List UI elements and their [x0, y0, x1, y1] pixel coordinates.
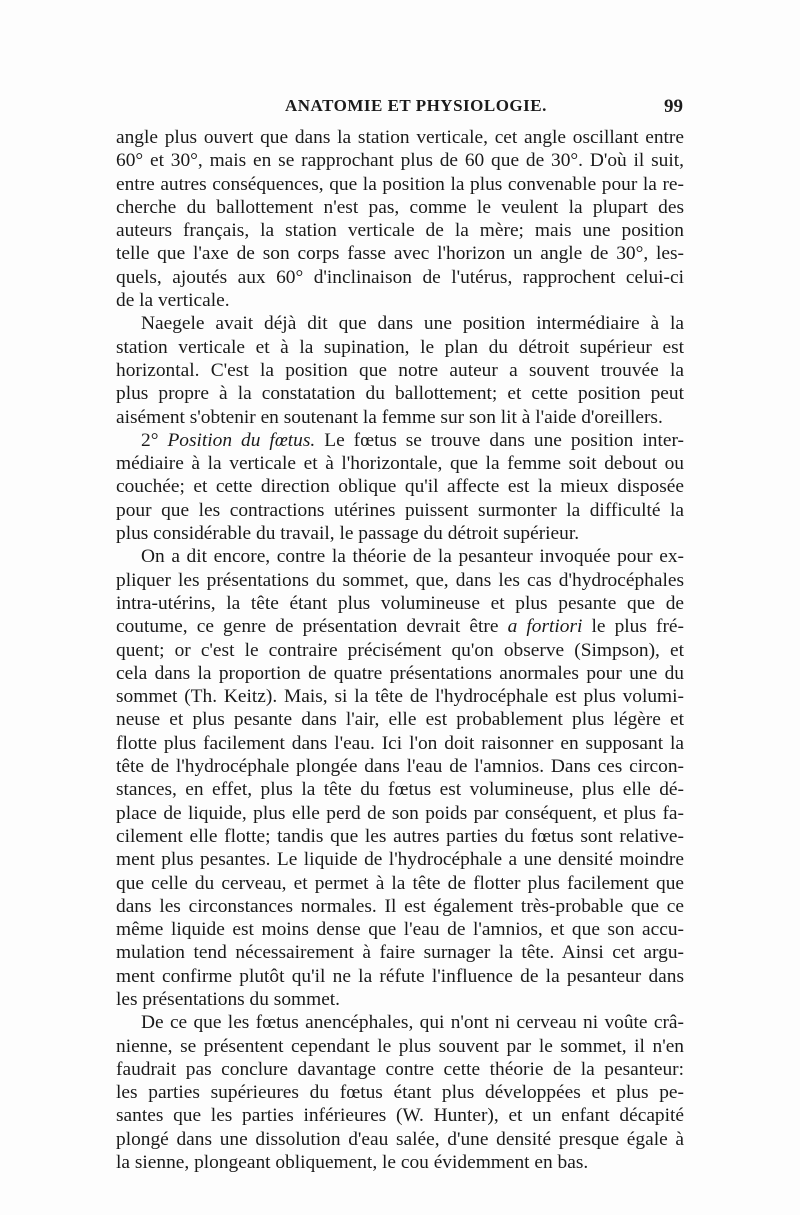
text-line: ment plus pesantes. Le liquide de l'hydrocéphale a une densité moindre [116, 849, 684, 871]
text-line: que celle du cerveau, et permet à la tête de flotter plus facilement que [116, 872, 684, 894]
text-line: De ce que les fœtus anencéphales, qui n'ont ni cerveau ni voûte crâ- [141, 1012, 684, 1034]
text-line: pour que les contractions utérines puissent surmonter la difficulté la [116, 499, 684, 521]
text-line: cilement elle flotte; tandis que les autres parties du fœtus sont relative- [116, 825, 684, 847]
text-line: flotte plus facilement dans l'eau. Ici l'on doit raisonner en supposant la [116, 732, 684, 754]
paragraph-5 [116, 1011, 684, 1174]
text-line: les présentations du sommet. [116, 988, 341, 1010]
text-line: santes que les parties inférieures (W. Hunter), et un enfant décapité [116, 1105, 684, 1127]
text-line: la sienne, plongeant obliquement, le cou évidemment en bas. [116, 1152, 589, 1174]
text-line: neuse et plus pesante dans l'air, elle est probablement plus légère et [116, 709, 684, 731]
section-number: 2° [141, 429, 168, 451]
text-line: On a dit encore, contre la théorie de la pesanteur invoquée pour ex- [141, 546, 684, 568]
text-line: même liquide est moins dense que l'eau de l'amnios, et que son accu- [116, 919, 684, 941]
text-line: cherche du ballottement n'est pas, comme le veulent la plupart des [116, 196, 684, 218]
text-line: ment confirme plutôt qu'il ne la réfute l'influence de la pesanteur dans [116, 965, 684, 987]
text-line: aisément s'obtenir en soutenant la femme sur son lit à l'aide d'oreillers. [116, 406, 663, 428]
text-line: telle que l'axe de son corps fasse avec l'horizon un angle de 30°, les- [116, 243, 684, 265]
text-line: 60° et 30°, mais en se rapprochant plus de 60 que de 30°. D'où il suit, [116, 150, 684, 172]
text-line: station verticale et à la supination, le plan du détroit supérieur est [116, 336, 684, 358]
text-line: auteurs français, la station verticale de la mère; mais une position [116, 220, 684, 242]
paragraph-1 [116, 126, 684, 312]
paragraph-4 [116, 545, 684, 1011]
section-heading-continuation: Le fœtus se trouve dans une position inter- [315, 429, 684, 451]
text-line: tête de l'hydrocéphale plongée dans l'eau de l'amnios. Dans ces circon- [116, 756, 684, 778]
text-line-with-italic-heading [116, 429, 684, 452]
text-line: nienne, se présentent cependant le plus souvent par le sommet, il n'en [116, 1035, 684, 1057]
page-header [143, 96, 683, 126]
text-line: sommet (Th. Keitz). Mais, si la tête de l'hydrocéphale est plus volumi- [116, 686, 684, 708]
text-line: de la verticale. [116, 290, 230, 312]
text-line: faudrait pas conclure davantage contre cette théorie de la pesanteur: [116, 1058, 684, 1080]
text-line: cela dans la proportion de quatre présentations anormales pour une du [116, 662, 684, 684]
text-line: dans les circonstances normales. Il est également très-probable que ce [116, 895, 684, 917]
paragraph-2 [116, 312, 684, 428]
text-line: place de liquide, plus elle perd de son poids par conséquent, et plus fa- [116, 802, 684, 824]
text-line: intra-utérins, la tête étant plus volumineuse et plus pesante que de [116, 592, 684, 614]
text-line: plus considérable du travail, le passage du détroit supérieur. [116, 523, 580, 545]
text-line: horizontal. C'est la position que notre auteur a souvent trouvée la [116, 359, 684, 381]
text-line: Naegele avait déjà dit que dans une position intermédiaire à la [141, 313, 684, 335]
text-line: plongé dans une dissolution d'eau salée, d'une densité presque égale à [116, 1128, 684, 1150]
text-line: stances, en effet, plus la tête du fœtus est volumineuse, plus elle dé- [116, 779, 684, 801]
text-line: quels, ajoutés aux 60° d'inclinaison de l'utérus, rapprochent celui-ci [116, 266, 684, 288]
section-heading: Position du fœtus. [167, 429, 316, 451]
text-line: plus propre à la constatation du ballottement; et cette position peut [116, 383, 684, 405]
text-line-with-italic: coutume, ce genre de présentation devrait être a fortiori le plus fré- [116, 616, 684, 638]
text-line: pliquer les présentations du sommet, que, dans les cas d'hydrocéphales [116, 569, 684, 591]
text-line: angle plus ouvert que dans la station verticale, cet angle oscillant entre [116, 127, 684, 148]
text-line: couchée; et cette direction oblique qu'il affecte est la mieux disposée [116, 476, 684, 498]
text-line: les parties supérieures du fœtus étant plus développées et plus pe- [116, 1082, 684, 1104]
body-text [116, 126, 684, 1174]
paragraph-3 [116, 429, 684, 545]
page-number: 99 [664, 96, 683, 117]
text-line: entre autres conséquences, que la position la plus convenable pour la re- [116, 173, 684, 195]
running-title: ANATOMIE ET PHYSIOLOGIE. [285, 96, 547, 115]
text-line: mulation tend nécessairement à faire surnager la tête. Ainsi cet argu- [116, 942, 684, 964]
text-line: quent; or c'est le contraire précisément qu'on observe (Simpson), et [116, 639, 684, 661]
text-line: médiaire à la verticale et à l'horizontale, que la femme soit debout ou [116, 453, 684, 475]
